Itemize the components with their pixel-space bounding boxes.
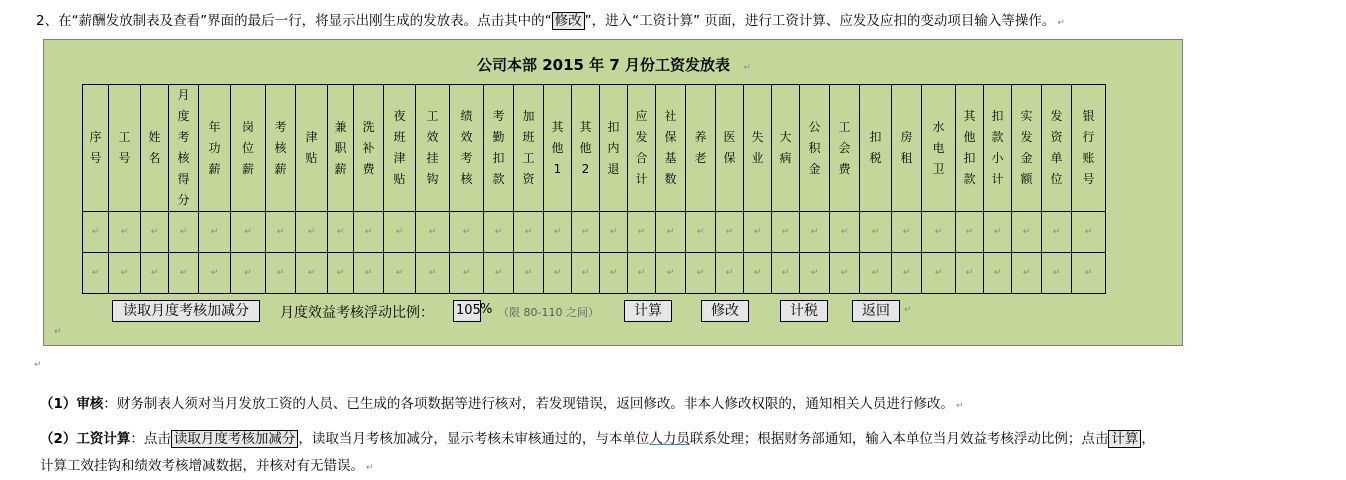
column-header-char: 核 [177, 151, 190, 165]
column-header-char: 班 [393, 130, 406, 144]
table-cell[interactable]: ↵ [296, 253, 328, 294]
column-header-char: 银 [1082, 109, 1095, 123]
table-cell[interactable]: ↵ [1042, 253, 1072, 294]
column-header-char: 租 [900, 151, 913, 165]
column-header-char: 金 [1020, 151, 1033, 165]
column-header-char: 贴 [305, 151, 318, 165]
column-header-char: 行 [1082, 130, 1095, 144]
table-cell[interactable]: ↵ [109, 212, 141, 253]
calc-text-5: 计算工效挂钩和绩效考核增减数据，并核对有无错误。 [40, 458, 364, 474]
ratio-unit: % [480, 302, 493, 317]
column-header-char: 勤 [492, 130, 505, 144]
table-cell[interactable]: ↵ [744, 212, 772, 253]
column-header-char: 班 [522, 130, 535, 144]
column-header [956, 85, 984, 212]
column-header-char: 数 [664, 172, 677, 186]
column-header-char: 度 [177, 109, 190, 123]
column-header-char: 扣 [607, 119, 620, 134]
salary-table [82, 84, 1106, 294]
column-header-char: 绩 [460, 109, 473, 123]
column-header-char: 工 [838, 119, 851, 134]
table-cell[interactable]: ↵ [83, 212, 109, 253]
column-header-char: 功 [208, 140, 221, 155]
calc-text-1: ：点击 [130, 431, 171, 447]
column-header-char: 额 [1020, 172, 1033, 186]
column-header-char: 税 [869, 151, 882, 165]
table-cell[interactable]: ↵ [1042, 212, 1072, 253]
column-header [572, 85, 600, 212]
column-header-char: 电 [932, 140, 945, 155]
column-header-char: 保 [664, 130, 677, 144]
column-header-char: 考 [460, 151, 473, 165]
column-header [984, 85, 1012, 212]
tax-button[interactable]: 计税 [780, 300, 828, 322]
column-header [628, 85, 656, 212]
column-header-char: 资 [1050, 130, 1063, 144]
audit-paragraph [40, 392, 963, 412]
column-header-char: 费 [838, 161, 851, 176]
column-header-char: 兼 [334, 119, 347, 134]
back-button[interactable]: 返回 [852, 300, 900, 322]
column-header [231, 85, 266, 212]
column-header-char: 分 [177, 193, 190, 207]
column-header-char: 医 [723, 130, 736, 144]
column-header-char: 工 [118, 130, 131, 144]
column-header-char: 发 [1020, 130, 1033, 144]
column-header-char: 序 [89, 130, 102, 144]
column-header-char: 会 [838, 140, 851, 155]
hr-staff-text: 人力员 [649, 431, 690, 447]
column-header-char: 扣 [991, 109, 1004, 123]
column-header-char: 考 [274, 119, 287, 134]
table-cell[interactable]: ↵ [830, 212, 860, 253]
column-header-char: 津 [305, 130, 318, 144]
paragraph-mark-icon: ↵ [732, 63, 752, 73]
column-header-char: 贴 [393, 172, 406, 186]
table-cell[interactable]: ↵ [416, 212, 450, 253]
column-header [830, 85, 860, 212]
table-cell[interactable]: ↵ [892, 253, 922, 294]
column-header [354, 85, 384, 212]
table-cell[interactable]: ↵ [384, 212, 416, 253]
table-cell[interactable]: ↵ [109, 253, 141, 294]
read-assessment-inline-button[interactable]: 读取月度考核加减分 [171, 430, 299, 448]
table-cell[interactable]: ↵ [199, 253, 231, 294]
column-header [744, 85, 772, 212]
ratio-input[interactable]: 105 [453, 300, 481, 322]
column-header-char: 失 [751, 130, 764, 144]
column-header-char: 其 [579, 119, 592, 134]
column-header [600, 85, 628, 212]
column-header [83, 85, 109, 212]
column-header-char: 积 [808, 140, 821, 155]
table-cell[interactable]: ↵ [354, 253, 384, 294]
column-header [169, 85, 199, 212]
table-cell[interactable]: ↵ [141, 253, 169, 294]
calc-label: （2）工资计算 [40, 431, 131, 447]
table-cell[interactable]: ↵ [328, 253, 354, 294]
table-cell[interactable]: ↵ [169, 212, 199, 253]
column-header-char: 挂 [426, 151, 439, 165]
column-header-char: 大 [779, 130, 792, 144]
paragraph-mark-icon: ↵ [366, 463, 374, 473]
column-header [892, 85, 922, 212]
column-header-char: 扣 [492, 151, 505, 165]
column-header-char: 核 [274, 140, 287, 155]
column-header-char: 号 [1082, 172, 1095, 186]
column-header-char: 费 [362, 161, 375, 176]
table-cell[interactable]: ↵ [716, 212, 744, 253]
table-cell[interactable]: ↵ [450, 212, 484, 253]
column-header [450, 85, 484, 212]
column-header [772, 85, 800, 212]
column-header-char: 工 [522, 151, 535, 165]
column-header-char: 薪 [334, 161, 347, 176]
column-header-char: 位 [241, 140, 254, 155]
table-cell[interactable]: ↵ [656, 212, 686, 253]
column-header-char: 1 [553, 161, 562, 176]
table-cell[interactable]: ↵ [860, 253, 892, 294]
calc-text-3: 联系处理；根据财务部通知，输入本单位当月效益考核浮动比例；点击 [689, 431, 1109, 447]
table-cell[interactable]: ↵ [141, 212, 169, 253]
column-header-char: 单 [1050, 151, 1063, 165]
table-cell[interactable]: ↵ [772, 212, 800, 253]
column-header [860, 85, 892, 212]
column-header-char: 考 [177, 130, 190, 144]
column-header [514, 85, 544, 212]
paragraph-mark-icon: ↵ [955, 401, 964, 411]
audit-text: ：财务制表人须对当月发放工资的人员、已生成的各项数据等进行核对，若发现错误，返回修改。非本人修改权限的，通知相关人员进行修改。 [103, 396, 954, 412]
column-header-char: 款 [492, 172, 505, 186]
calc-text-2: ，读取当月考核加减分，显示考核未审核通过的，与本单位 [298, 431, 650, 447]
column-header-char: 岗 [241, 119, 254, 134]
table-cell[interactable]: ↵ [450, 253, 484, 294]
table-cell[interactable]: ↵ [514, 253, 544, 294]
table-cell[interactable]: ↵ [772, 253, 800, 294]
table-cell[interactable]: ↵ [686, 212, 716, 253]
table-cell[interactable]: ↵ [922, 212, 956, 253]
table-cell[interactable]: ↵ [328, 212, 354, 253]
table-cell[interactable]: ↵ [956, 253, 984, 294]
column-header-char: 补 [362, 140, 375, 155]
intro-paragraph [36, 9, 1065, 29]
table-cell[interactable]: ↵ [1072, 212, 1106, 253]
column-header-char: 款 [991, 130, 1004, 144]
column-header-char: 资 [522, 172, 535, 186]
column-header [296, 85, 328, 212]
table-cell[interactable]: ↵ [231, 253, 266, 294]
column-header-char: 姓 [148, 130, 161, 144]
column-header-char: 核 [460, 172, 473, 186]
column-header-char: 金 [808, 161, 821, 176]
column-header-char: 内 [607, 140, 620, 155]
column-header-char: 实 [1020, 109, 1033, 123]
column-header-char: 年 [208, 119, 221, 134]
column-header-char: 发 [1050, 109, 1063, 123]
column-header-char: 加 [522, 109, 535, 123]
table-cell[interactable]: ↵ [484, 253, 514, 294]
column-header-char: 发 [635, 130, 648, 144]
table-cell[interactable]: ↵ [600, 212, 628, 253]
column-header-char: 计 [991, 172, 1004, 186]
column-header-char: 夜 [393, 109, 406, 123]
table-cell[interactable]: ↵ [922, 253, 956, 294]
column-header-char: 号 [118, 151, 131, 165]
intro-suffix: ”，进入“工资计算” 页面，进行工资计算、应发及应扣的变动项目输入等操作。 [584, 13, 1056, 29]
table-cell[interactable]: ↵ [416, 253, 450, 294]
column-header-char: 薪 [208, 161, 221, 176]
column-header-char: 月 [177, 88, 190, 102]
table-cell[interactable]: ↵ [1012, 253, 1042, 294]
column-header-char: 位 [1050, 172, 1063, 186]
calc-button[interactable]: 计算 [624, 300, 672, 322]
calc-paragraph-line2 [40, 454, 374, 474]
column-header-char: 业 [751, 151, 764, 165]
column-header-char: 社 [664, 109, 677, 123]
table-cell[interactable]: ↵ [199, 212, 231, 253]
table-cell[interactable]: ↵ [744, 253, 772, 294]
column-header-char: 号 [89, 151, 102, 165]
table-cell[interactable]: ↵ [628, 253, 656, 294]
table-cell[interactable]: ↵ [1012, 212, 1042, 253]
table-header-row [83, 85, 1106, 212]
table-cell[interactable]: ↵ [956, 212, 984, 253]
column-header [384, 85, 416, 212]
column-header [716, 85, 744, 212]
table-cell[interactable]: ↵ [892, 212, 922, 253]
read-assessment-button[interactable]: 读取月度考核加减分 [112, 300, 260, 322]
table-cell[interactable]: ↵ [266, 212, 296, 253]
column-header-char: 洗 [362, 119, 375, 134]
table-cell[interactable]: ↵ [484, 212, 514, 253]
table-row [83, 253, 1106, 294]
table-cell[interactable]: ↵ [984, 212, 1012, 253]
table-cell[interactable]: ↵ [266, 253, 296, 294]
column-header-char: 薪 [274, 161, 287, 176]
column-header [1042, 85, 1072, 212]
column-header-char: 效 [426, 130, 439, 144]
column-header [141, 85, 169, 212]
table-cell[interactable]: ↵ [800, 212, 830, 253]
column-header-char: 基 [664, 151, 677, 165]
column-header-char: 他 [963, 130, 976, 144]
controls-bar [44, 300, 1184, 324]
column-header-char: 房 [900, 130, 913, 144]
column-header [109, 85, 141, 212]
table-row [83, 212, 1106, 253]
panel-title [44, 54, 1184, 75]
column-header-char: 公 [808, 119, 821, 134]
column-header [416, 85, 450, 212]
paragraph-mark-icon: ↵ [34, 360, 42, 370]
column-header-char: 名 [148, 151, 161, 165]
table-cell[interactable]: ↵ [544, 212, 572, 253]
column-header-char: 养 [694, 130, 707, 144]
column-header-char: 职 [334, 140, 347, 155]
column-header-char: 账 [1082, 151, 1095, 165]
modify-button[interactable]: 修改 [701, 300, 749, 322]
column-header-char: 其 [551, 119, 564, 134]
column-header-char: 卫 [932, 161, 945, 176]
column-header [544, 85, 572, 212]
column-header-char: 薪 [241, 161, 254, 176]
ratio-label: 月度效益考核浮动比例： [280, 305, 434, 321]
table-cell[interactable]: ↵ [860, 212, 892, 253]
column-header-char: 水 [932, 119, 945, 134]
column-header-char: 考 [492, 109, 505, 123]
table-cell[interactable]: ↵ [169, 253, 199, 294]
column-header [686, 85, 716, 212]
paragraph-mark-icon: ↵ [904, 305, 912, 315]
column-header-char: 得 [177, 172, 190, 186]
column-header-char: 津 [393, 151, 406, 165]
column-header-char: 其 [963, 109, 976, 123]
column-header-char: 2 [581, 161, 590, 176]
table-cell[interactable]: ↵ [984, 253, 1012, 294]
table-cell[interactable]: ↵ [296, 212, 328, 253]
table-cell[interactable]: ↵ [544, 253, 572, 294]
column-header-char: 扣 [963, 151, 976, 165]
column-header-char: 钩 [426, 172, 439, 186]
table-cell[interactable]: ↵ [628, 212, 656, 253]
column-header [328, 85, 354, 212]
modify-link[interactable]: 修改 [552, 12, 585, 30]
table-cell[interactable]: ↵ [572, 212, 600, 253]
table-cell[interactable]: ↵ [656, 253, 686, 294]
intro-prefix: 2、在“薪酬发放制表及查看”界面的最后一行，将显示出刚生成的发放表。点击其中的“ [36, 13, 552, 29]
column-header-char: 小 [991, 151, 1004, 165]
table-cell[interactable]: ↵ [800, 253, 830, 294]
column-header-char: 计 [635, 172, 648, 186]
range-hint: （限 80-110 之间） [498, 306, 599, 319]
column-header-char: 工 [426, 109, 439, 123]
column-header-char: 病 [779, 151, 792, 165]
column-header-char: 退 [607, 161, 620, 176]
panel-title-text: 公司本部 2015 年 7 月份工资发放表 [476, 56, 731, 74]
column-header-char: 应 [635, 109, 648, 123]
column-header-char: 他 [551, 140, 564, 155]
column-header [199, 85, 231, 212]
calc-text-4: ， [1141, 431, 1155, 447]
column-header-char: 老 [694, 151, 707, 165]
column-header-char: 保 [723, 151, 736, 165]
table-cell[interactable]: ↵ [1072, 253, 1106, 294]
column-header-char: 扣 [869, 130, 882, 144]
column-header-char: 款 [963, 172, 976, 186]
salary-panel [43, 39, 1183, 346]
column-header [922, 85, 956, 212]
calc-paragraph [40, 427, 1155, 447]
column-header-char: 效 [460, 130, 473, 144]
audit-label: （1）审核 [40, 396, 104, 412]
paragraph-mark-icon: ↵ [1057, 18, 1065, 28]
table-cell[interactable]: ↵ [514, 212, 544, 253]
table-cell[interactable]: ↵ [600, 253, 628, 294]
table-cell[interactable]: ↵ [830, 253, 860, 294]
table-cell[interactable]: ↵ [354, 212, 384, 253]
column-header [1072, 85, 1106, 212]
column-header-char: 合 [635, 151, 648, 165]
table-cell[interactable]: ↵ [686, 253, 716, 294]
column-header [656, 85, 686, 212]
column-header [266, 85, 296, 212]
table-cell[interactable]: ↵ [83, 253, 109, 294]
table-cell[interactable]: ↵ [716, 253, 744, 294]
table-cell[interactable]: ↵ [231, 212, 266, 253]
column-header-char: 他 [579, 140, 592, 155]
column-header [484, 85, 514, 212]
column-header [800, 85, 830, 212]
table-cell[interactable]: ↵ [384, 253, 416, 294]
paragraph-mark-icon: ↵ [54, 327, 62, 337]
calc-inline-button[interactable]: 计算 [1108, 430, 1141, 448]
column-header [1012, 85, 1042, 212]
table-cell[interactable]: ↵ [572, 253, 600, 294]
